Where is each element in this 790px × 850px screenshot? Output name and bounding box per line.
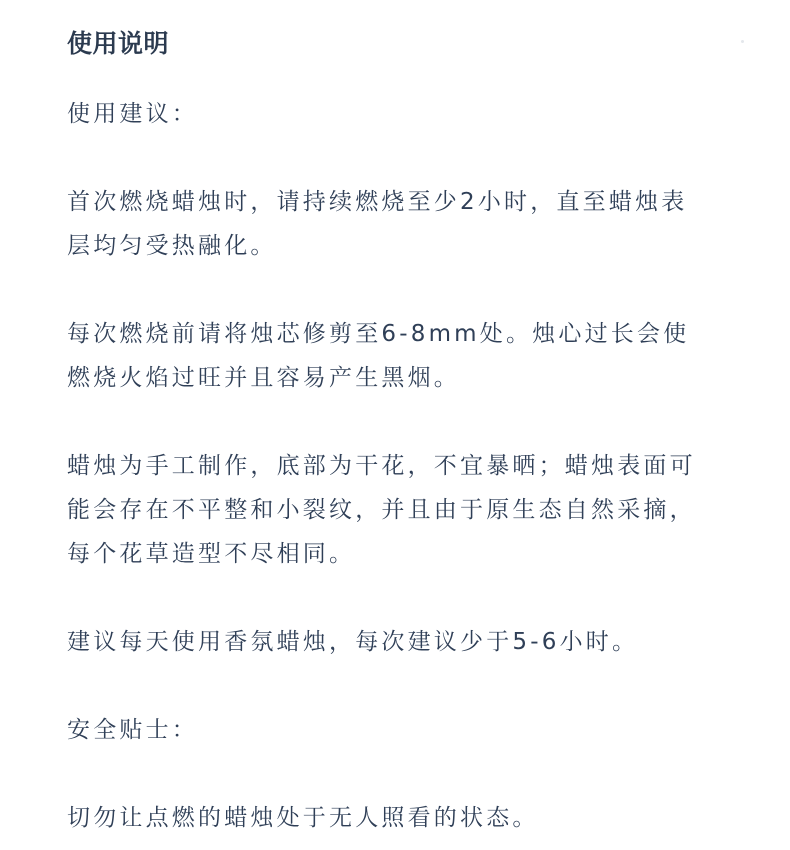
section-heading-safety-tips: 安全贴士： [67,717,198,743]
paragraph-wick-trim-line-1: 每次燃烧前请将烛芯修剪至6-8mm处。烛心过长会使 [67,321,690,347]
decorative-dot [741,40,744,43]
paragraph-handmade-line-2: 能会存在不平整和小裂纹，并且由于原生态自然采摘， [67,497,696,523]
paragraph-first-burn-line-2: 层均匀受热融化。 [67,233,277,259]
paragraph-wick-trim-line-2: 燃烧火焰过旺并且容易产生黑烟。 [67,365,460,391]
paragraph-handmade-line-3: 每个花草造型不尽相同。 [67,541,356,567]
paragraph-safety-unattended: 切勿让点燃的蜡烛处于无人照看的状态。 [67,805,539,831]
page-title: 使用说明 [67,29,170,58]
paragraph-daily-use: 建议每天使用香氛蜡烛，每次建议少于5-6小时。 [67,629,639,655]
paragraph-first-burn-line-1: 首次燃烧蜡烛时，请持续燃烧至少2小时，直至蜡烛表 [67,189,688,215]
section-heading-usage-advice: 使用建议： [67,101,198,127]
paragraph-handmade-line-1: 蜡烛为手工制作，底部为干花，不宜暴晒；蜡烛表面可 [67,453,696,479]
